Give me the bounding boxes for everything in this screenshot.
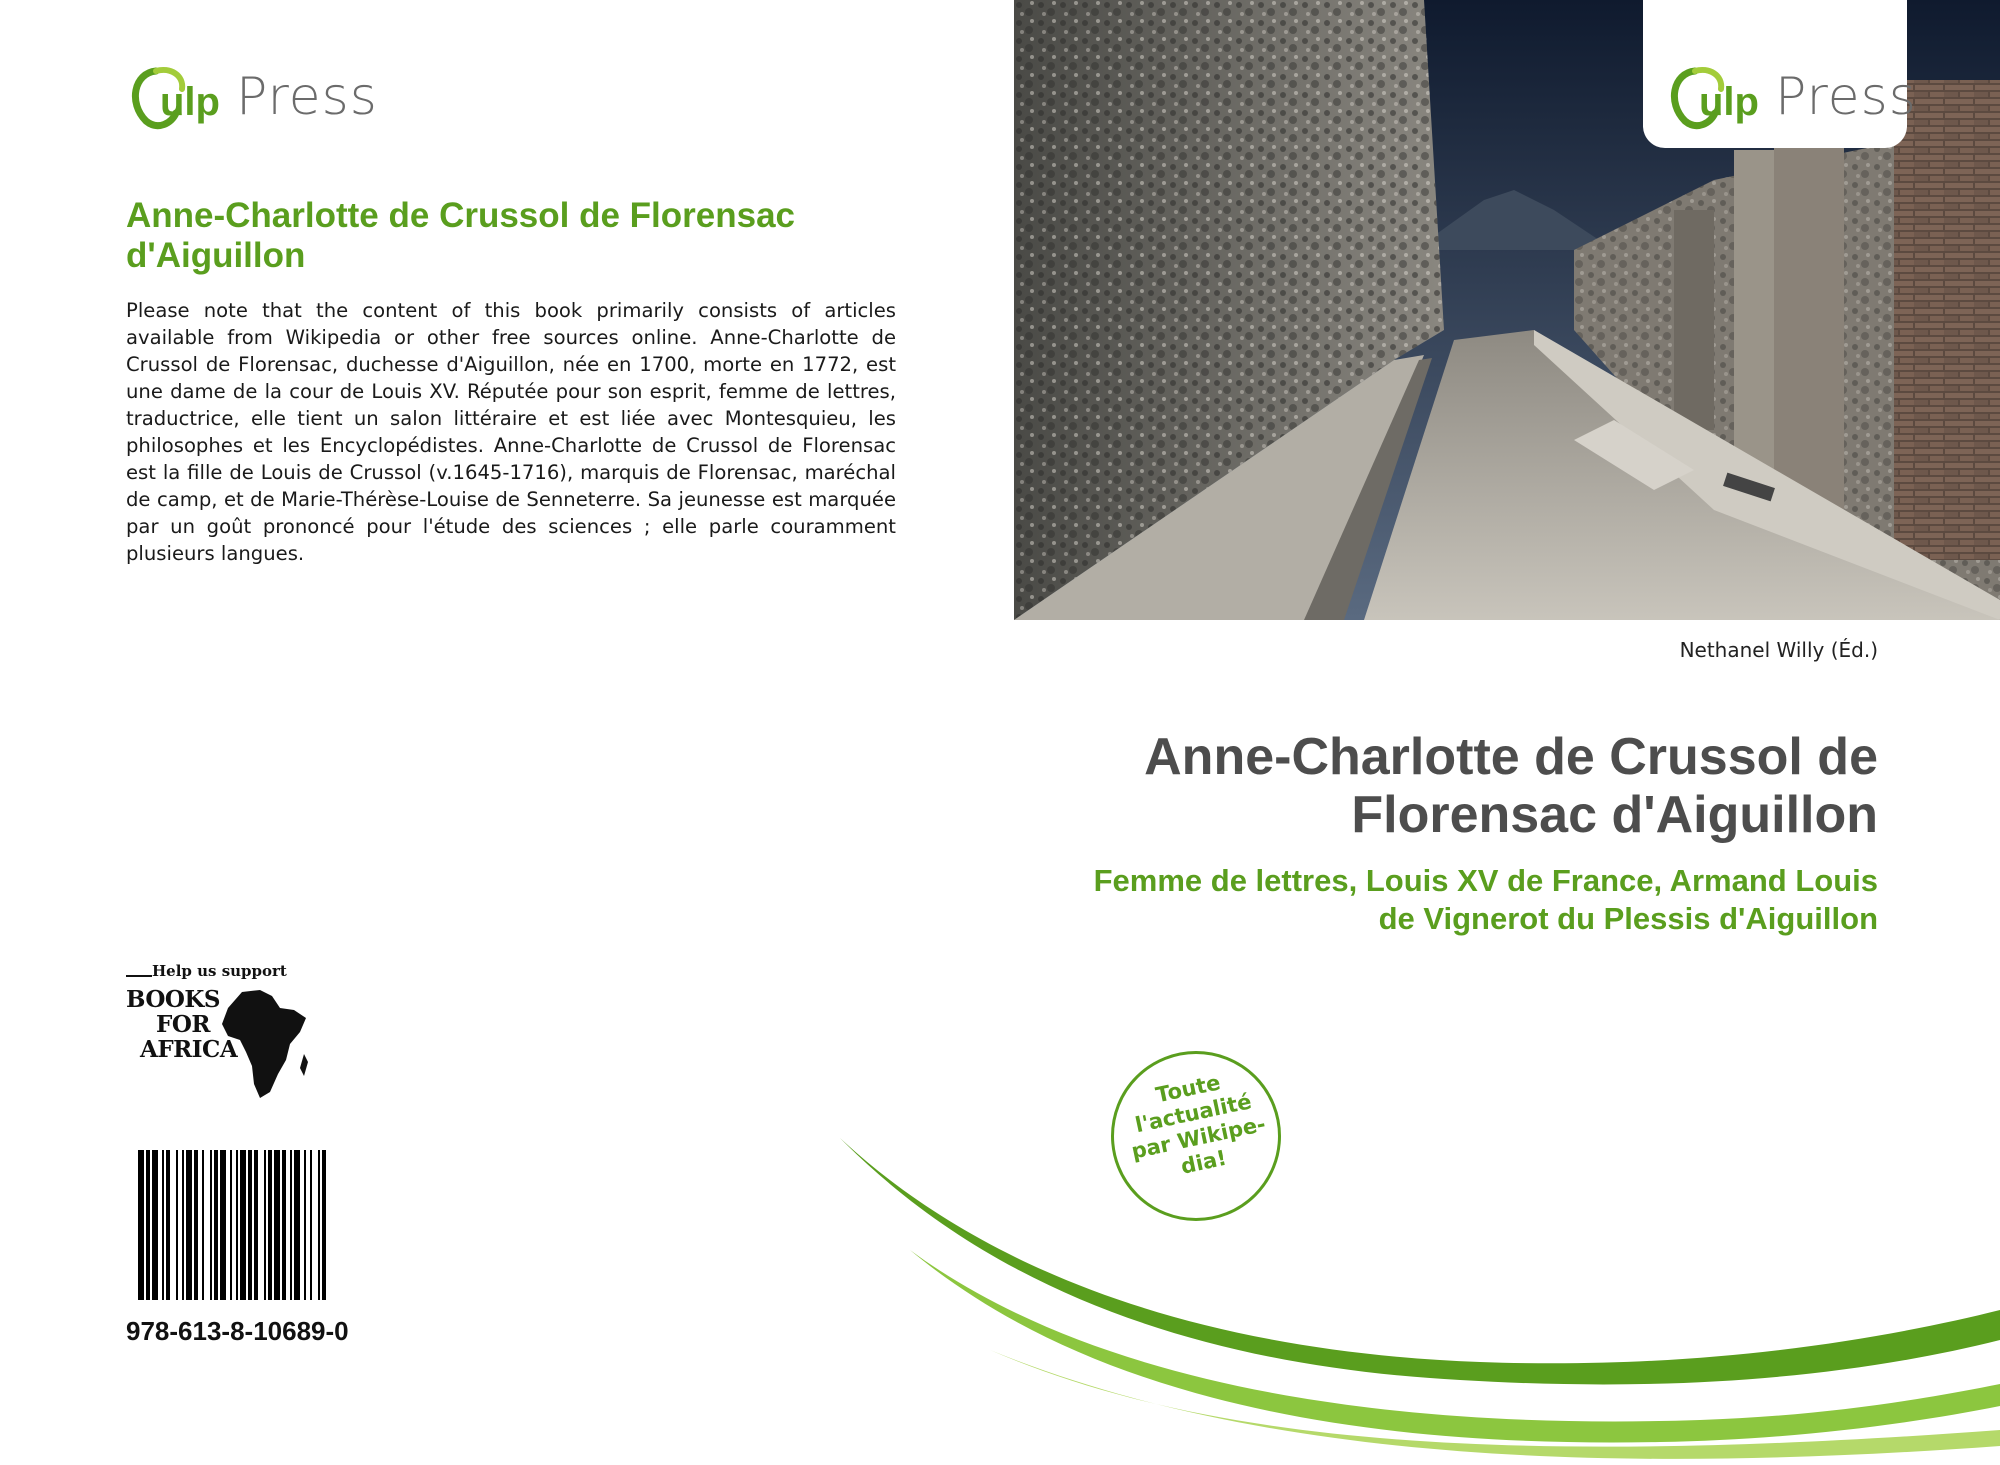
- barcode-bar: [162, 1150, 164, 1300]
- green-swoosh-decoration: [840, 1130, 2000, 1465]
- barcode-bar: [236, 1150, 238, 1300]
- barcode-bar: [294, 1150, 300, 1300]
- for-word: FOR: [156, 1011, 210, 1038]
- ulp-swirl-icon: [126, 63, 230, 131]
- front-cover-title: Anne-Charlotte de Crussol de Florensac d'Aiguillon: [1144, 728, 1878, 844]
- back-cover-title: Anne-Charlotte de Crussol de Florensac d'Aiguillon: [126, 196, 796, 275]
- barcode-bar: [282, 1150, 286, 1300]
- barcode-bar: [176, 1150, 178, 1300]
- barcode-bar: [268, 1150, 272, 1300]
- svg-text:ulp: ulp: [1699, 80, 1759, 124]
- barcode-bar: [202, 1150, 204, 1300]
- barcode-bar: [210, 1150, 212, 1300]
- barcode-bar: [166, 1150, 170, 1300]
- press-wordmark: Press: [1775, 67, 1917, 127]
- barcode-bar: [194, 1150, 198, 1300]
- svg-text:ulp: ulp: [160, 80, 220, 124]
- front-cover-subtitle: Femme de lettres, Louis XV de France, Armand Louis de Vignerot du Plessis d'Aiguillon: [1093, 863, 1878, 936]
- barcode-bar: [322, 1150, 326, 1300]
- africa-map-icon: [220, 988, 310, 1100]
- wikipedia-badge: [1111, 1051, 1281, 1221]
- barcode-bar: [254, 1150, 258, 1300]
- publisher-logo-card: [1643, 0, 1917, 148]
- isbn-number: 978-613-8-10689-0: [126, 1316, 349, 1346]
- barcode-bar: [182, 1150, 184, 1300]
- barcode-bar: [138, 1150, 144, 1300]
- publisher-logo-front: [1665, 62, 1917, 132]
- barcode-bar: [186, 1150, 192, 1300]
- barcode: [138, 1150, 418, 1300]
- barcode-bar: [290, 1150, 292, 1300]
- books-for-africa-logo: [126, 962, 326, 1102]
- barcode-bar: [230, 1150, 232, 1300]
- barcode-bar: [220, 1150, 226, 1300]
- barcode-bar: [310, 1150, 312, 1300]
- publisher-logo-back: [126, 62, 378, 132]
- press-wordmark: Press: [236, 67, 378, 127]
- support-line: [126, 975, 152, 977]
- back-cover-blurb: Please note that the content of this book primarily consists of articles available from Wikipedia or other free sources online. Anne-Charlotte de Crussol de Florensac, duchesse d'Aiguillon, née en 1700, morte en 1772, est une dame de la cour de Louis XV. Réputée pour son esprit, femme de lettres, traductrice, elle tient un salon littéraire et est liée avec Montesquieu, les philosophes et les Encyclopédistes. Anne-Charlotte de Crussol de Florensac est la fille de Louis de Crussol (v.1645-1716), marquis de Florensac, maréchal de camp, et de Marie-Thérèse-Louise de Senneterre. Sa jeunesse est marquée par un goût prononcé pour l'étude des sciences ; elle parle couramment plusieurs langues.: [126, 299, 896, 565]
- support-text: Help us support: [152, 962, 287, 980]
- books-word: BOOKS: [126, 986, 221, 1013]
- barcode-bar: [214, 1150, 218, 1300]
- barcode-bar: [264, 1150, 266, 1300]
- africa-word: AFRICA: [140, 1036, 238, 1063]
- barcode-bar: [240, 1150, 246, 1300]
- barcode-bar: [304, 1150, 306, 1300]
- barcode-bar: [318, 1150, 320, 1300]
- barcode-bar: [248, 1150, 252, 1300]
- badge-text: Toute l'actualité par Wikipe- dia!: [1129, 1070, 1268, 1179]
- ulp-swirl-icon: [1665, 63, 1769, 131]
- barcode-bar: [152, 1150, 158, 1300]
- barcode-bar: [274, 1150, 280, 1300]
- editor-name: Nethanel Willy (Éd.): [1679, 638, 1878, 662]
- barcode-bar: [146, 1150, 150, 1300]
